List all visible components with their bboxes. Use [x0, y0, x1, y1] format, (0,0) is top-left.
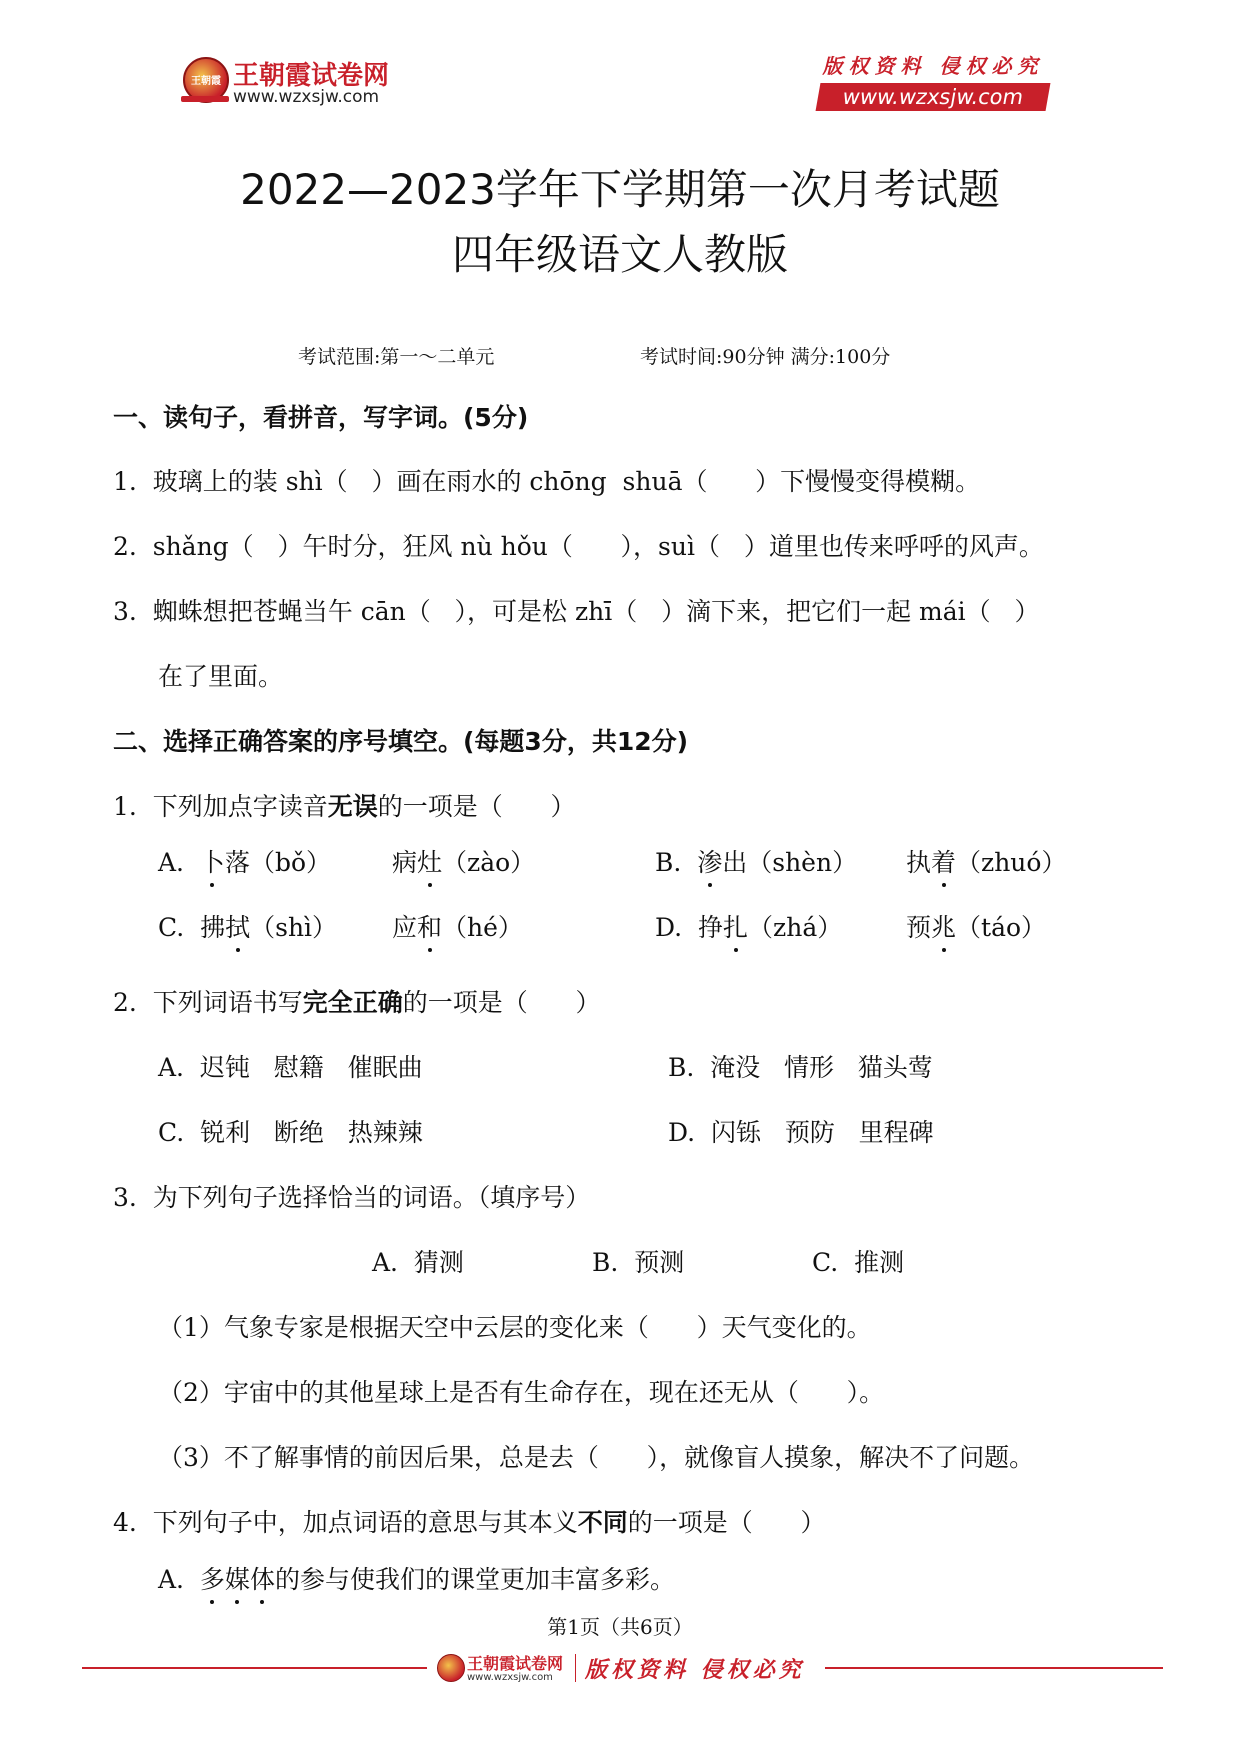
- s2-q1-option-b-word2: 执着（zhuó）: [906, 843, 1066, 879]
- exam-time-score: 考试时间:90分钟 满分:100分: [640, 346, 891, 368]
- section1-heading: 一、读句子，看拼音，写字词。(5分): [113, 403, 529, 432]
- s2-q3-sentence-2: （2）宇宙中的其他星球上是否有生命存在，现在还无从（ ）。: [158, 1378, 885, 1407]
- exam-subtitle: 四年级语文人教版: [451, 230, 788, 279]
- section2-heading: 二、选择正确答案的序号填空。(每题3分，共12分): [113, 727, 689, 756]
- s2-q3-sentence-1: （1）气象专家是根据天空中云层的变化来（ ）天气变化的。: [158, 1313, 872, 1342]
- seal-icon: 王朝霞: [183, 57, 229, 103]
- exam-scope: 考试范围:第一～二单元: [298, 346, 495, 368]
- logo-name: 王朝霞试卷网: [233, 61, 390, 91]
- s2-q1-option-c-word2: 应和（hé）: [392, 908, 523, 944]
- footer-copyright: 版权资料 侵权必究: [585, 1657, 805, 1683]
- exam-title: 2022—2023学年下学期第一次月考试题: [240, 165, 1000, 214]
- s2-question-4-stem: 4. 下列句子中，加点词语的意思与其本义不同的一项是（ ）: [113, 1508, 826, 1537]
- page-number: 第1页（共6页）: [547, 1615, 693, 1639]
- s2-q4-option-a: A. 多媒体的参与使我们的课堂更加丰富多彩。: [158, 1560, 675, 1596]
- footer-logo-url: www.wzxsjw.com: [467, 1672, 553, 1683]
- s2-q1-option-c: C. 拂拭（shì）: [158, 908, 337, 944]
- seal-band: [181, 96, 229, 102]
- footer-separator: [575, 1654, 576, 1682]
- s2-q1-option-d: D. 挣扎（zhá）: [655, 908, 842, 944]
- footer-line-left: [82, 1667, 427, 1669]
- s2-q3-sentence-3: （3）不了解事情的前因后果，总是去（ ），就像盲人摸象，解决不了问题。: [158, 1443, 1035, 1472]
- footer-logo-name: 王朝霞试卷网: [467, 1654, 564, 1673]
- s2-q3-option-b: B. 预测: [592, 1248, 685, 1277]
- logo-url: www.wzxsjw.com: [233, 87, 380, 107]
- copyright-url: www.wzxsjw.com: [816, 83, 1051, 111]
- footer-line-right: [825, 1667, 1163, 1669]
- s1-question-2: 2. shǎng（ ）午时分，狂风 nù hǒu（ ），suì（ ）道里也传来呼呼的风声。: [113, 532, 1044, 561]
- s2-q1-option-a: A. 卜落（bǒ）: [158, 843, 331, 879]
- s2-q3-option-c: C. 推测: [812, 1248, 905, 1277]
- s2-q1-option-a-word2: 病灶（zào）: [392, 843, 535, 879]
- s2-q1-option-d-word2: 预兆（táo）: [906, 908, 1046, 944]
- site-logo: [183, 53, 403, 113]
- s2-q3-option-a: A. 猜测: [372, 1248, 464, 1277]
- s2-q2-option-b: B. 淹没 情形 猫头莺: [668, 1053, 933, 1082]
- footer-logo: [437, 1650, 817, 1690]
- s2-question-1-stem: 1. 下列加点字读音无误的一项是（ ）: [113, 792, 576, 821]
- s1-question-1: 1. 玻璃上的装 shì（ ）画在雨水的 chōng shuā（ ）下慢慢变得模糊。: [113, 467, 981, 496]
- s2-question-3-stem: 3. 为下列句子选择恰当的词语。（填序号）: [113, 1183, 591, 1212]
- s1-question-3: 3. 蜘蛛想把苍蝇当午 cān（ ），可是松 zhī（ ）滴下来，把它们一起 mái（ ）: [113, 597, 1040, 626]
- s2-q2-option-a: A. 迟钝 慰籍 催眠曲: [158, 1053, 423, 1082]
- s1-question-3-cont: 在了里面。: [158, 662, 284, 691]
- s2-q1-option-b: B. 渗出（shèn）: [655, 843, 857, 879]
- footer-seal-icon: [437, 1654, 465, 1682]
- copyright-block: [818, 50, 1048, 111]
- s2-question-2-stem: 2. 下列词语书写完全正确的一项是（ ）: [113, 988, 601, 1017]
- s2-q2-option-c: C. 锐利 断绝 热辣辣: [158, 1118, 423, 1147]
- s2-q2-option-d: D. 闪铄 预防 里程碑: [668, 1118, 934, 1147]
- copyright-text: 版权资料 侵权必究: [822, 54, 1044, 78]
